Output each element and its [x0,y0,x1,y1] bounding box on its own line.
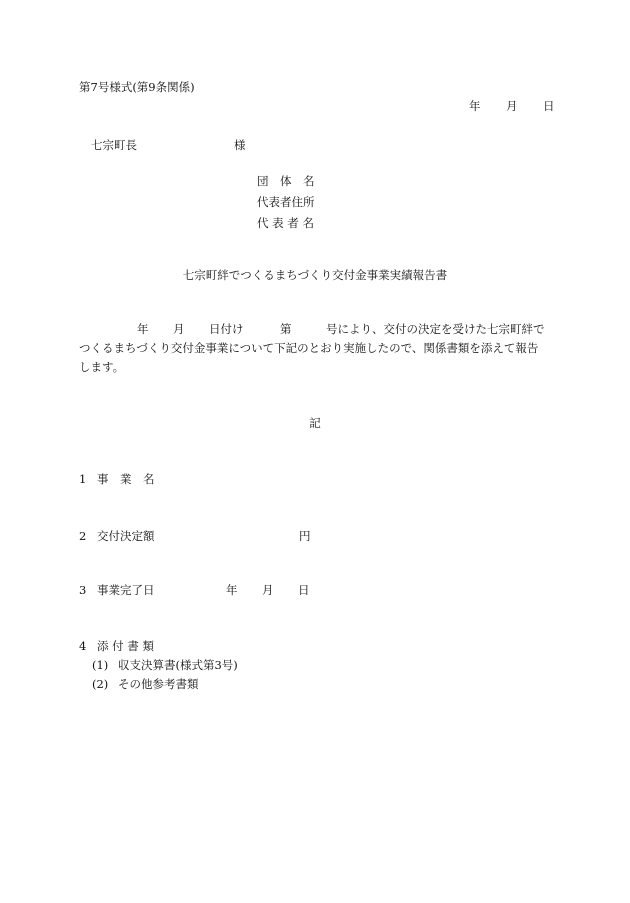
item-2-number: 2 [79,529,87,543]
body-line-3: します。 [79,360,125,374]
body-line-1-rest: 号により、交付の決定を受けた七宗町絆で [326,322,545,336]
body-year: 年 [137,322,149,336]
ki-marker: 記 [309,416,321,430]
date-month: 月 [506,99,518,113]
item-2-label: 交付決定額 [97,529,155,543]
body-dai: 第 [280,322,292,336]
item-completion-date [79,582,310,598]
body-line-2: つくるまちづくり交付金事業について下記のとおり実施したので、関係書類を添えて報告 [79,341,539,355]
item-4-label: 添 付 書 類 [97,639,154,653]
date-year: 年 [469,99,481,113]
attachment-2-label: その他参考書類 [118,677,199,691]
item-2-unit: 円 [299,529,311,543]
item-project-name [79,471,155,487]
attachment-2-number: (2) [92,677,109,691]
item-3-month: 月 [262,583,274,597]
date-line [469,98,555,114]
sender-block [257,173,315,236]
addressee-honorific: 様 [234,138,246,152]
item-grant-amount [79,528,311,544]
sender-group-name: 団 体 名 [257,174,315,188]
body-month: 月 [173,322,185,336]
body-line-1 [79,320,554,339]
item-4-number: 4 [79,639,87,653]
addressee-title: 七宗町長 [91,138,137,152]
item-attachments [79,638,154,654]
item-1-number: 1 [79,472,87,486]
attachment-1-number: (1) [92,658,109,672]
date-day: 日 [543,99,555,113]
item-3-number: 3 [79,583,87,597]
item-3-label: 事業完了日 [97,583,155,597]
body-text [79,320,554,377]
item-3-year: 年 [226,583,238,597]
attachment-1-label: 収支決算書(様式第3号) [118,658,238,672]
form-number: 第7号様式(第9条関係) [79,80,195,94]
sender-rep-address: 代表者住所 [257,195,315,209]
addressee [91,137,246,153]
attachment-item-1 [92,657,238,673]
attachment-item-2 [92,676,199,692]
sender-rep-name: 代 表 者 名 [257,216,314,230]
item-3-day: 日 [298,583,310,597]
document-title: 七宗町絆でつくるまちづくり交付金事業実績報告書 [182,268,448,282]
body-dated: 日付け [209,322,244,336]
item-1-label: 事 業 名 [97,472,155,486]
